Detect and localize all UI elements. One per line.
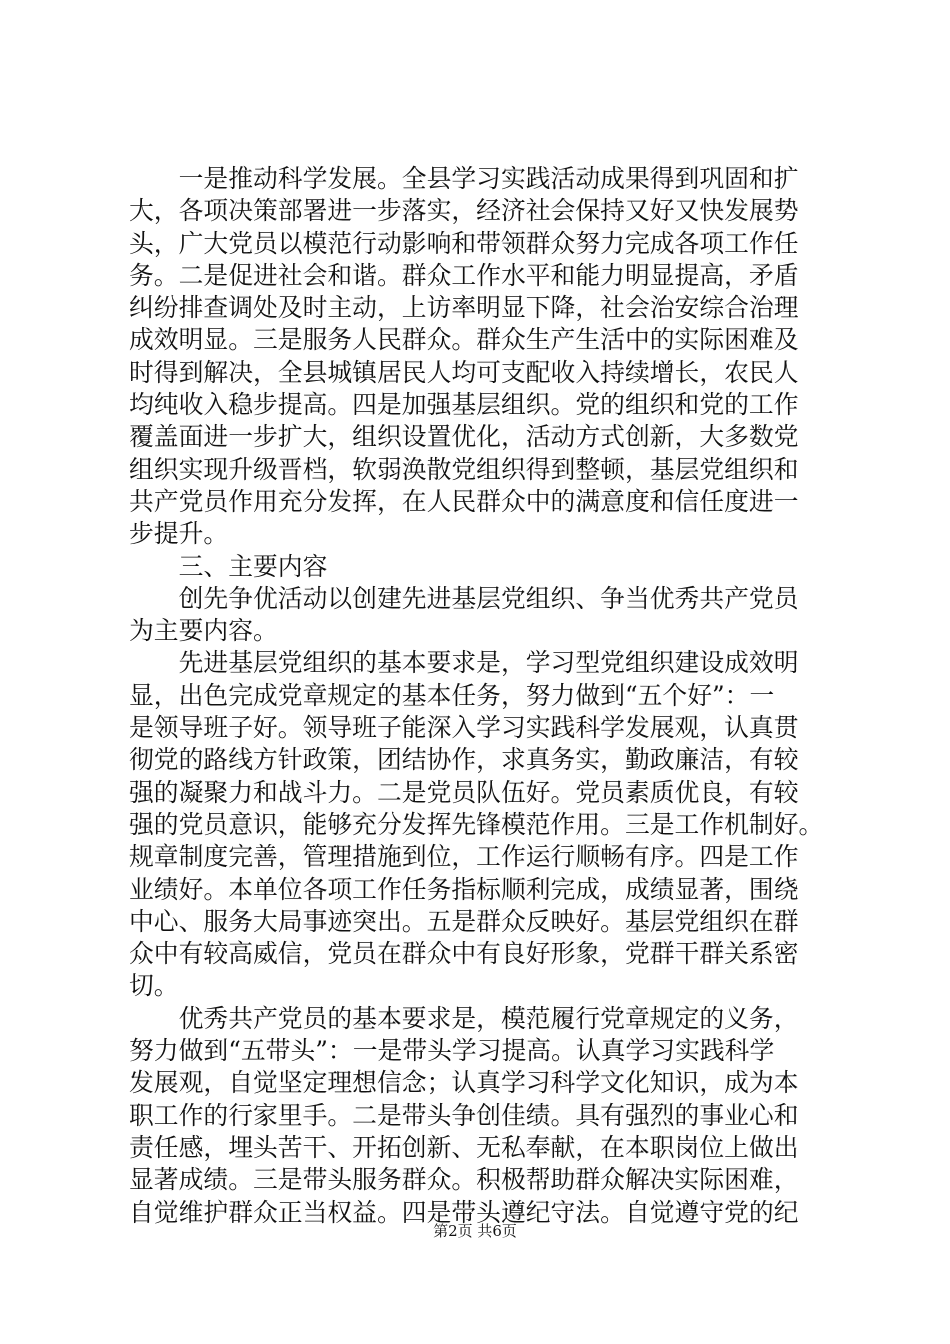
text-line: 一是推动科学发展。全县学习实践活动成果得到巩固和扩: [129, 164, 799, 193]
text-line: 头，广大党员以模范行动影响和带领群众努力完成各项工作任: [129, 228, 799, 258]
text-line: 众中有较高威信，党员在群众中有良好形象，党群干群关系密: [129, 939, 799, 969]
text-line: 步提升。: [129, 519, 229, 549]
text-line: 规章制度完善，管理措施到位，工作运行顺畅有序。四是工作: [129, 842, 799, 872]
text-line: 组织实现升级晋档，软弱涣散党组织得到整顿，基层党组织和: [129, 454, 799, 484]
text-line: 自觉维护群众正当权益。四是带头遵纪守法。自觉遵守党的纪: [129, 1197, 799, 1227]
text-line: 切。: [129, 971, 179, 1001]
text-line: 纠纷排查调处及时主动，上访率明显下降，社会治安综合治理: [129, 293, 799, 323]
text-line: 彻党的路线方针政策，团结协作，求真务实，勤政廉洁，有较: [129, 745, 799, 775]
text-line: 务。二是促进社会和谐。群众工作水平和能力明显提高，矛盾: [129, 260, 799, 290]
text-line: 努力做到“五带头”：一是带头学习提高。认真学习实践科学: [129, 1036, 775, 1066]
text-line: 创先争优活动以创建先进基层党组织、争当优秀共产党员: [129, 583, 799, 613]
page-footer: 第2页 共6页: [433, 1222, 517, 1240]
text-line: 成效明显。三是服务人民群众。群众生产生活中的实际困难及: [129, 325, 799, 355]
text-line: 是领导班子好。领导班子能深入学习实践科学发展观，认真贯: [129, 713, 799, 743]
text-line: 共产党员作用充分发挥，在人民群众中的满意度和信任度进一: [129, 486, 799, 516]
text-line: 业绩好。本单位各项工作任务指标顺利完成，成绩显著，围绕: [129, 874, 799, 904]
text-line: 强的党员意识，能够充分发挥先锋模范作用。三是工作机制好。: [129, 809, 824, 839]
document-body: [129, 163, 829, 1229]
text-line: 责任感，埋头苦干、开拓创新、无私奉献，在本职岗位上做出: [129, 1132, 799, 1162]
text-line: 职工作的行家里手。二是带头争创佳绩。具有强烈的事业心和: [129, 1100, 799, 1130]
text-line: 覆盖面进一步扩大，组织设置优化，活动方式创新，大多数党: [129, 422, 799, 452]
text-line: 优秀共产党员的基本要求是，模范履行党章规定的义务，: [129, 1003, 799, 1033]
text-line: 时得到解决，全县城镇居民人均可支配收入持续增长，农民人: [129, 357, 799, 387]
text-line: 大，各项决策部署进一步落实，经济社会保持又好又快发展势: [129, 196, 799, 226]
text-line: 显著成绩。三是带头服务群众。积极帮助群众解决实际困难，: [129, 1165, 799, 1195]
text-line: 三、主要内容: [129, 551, 328, 581]
text-line: 均纯收入稳步提高。四是加强基层组织。党的组织和党的工作: [129, 390, 799, 420]
text-line: 中心、服务大局事迹突出。五是群众反映好。基层党组织在群: [129, 906, 799, 936]
text-line: 发展观，自觉坚定理想信念；认真学习科学文化知识，成为本: [129, 1068, 799, 1098]
text-line: 显，出色完成党章规定的基本任务，努力做到“五个好”：一: [129, 680, 775, 710]
text-line: 为主要内容。: [129, 616, 278, 646]
text-line: 先进基层党组织的基本要求是，学习型党组织建设成效明: [129, 648, 799, 678]
text-line: 强的凝聚力和战斗力。二是党员队伍好。党员素质优良，有较: [129, 777, 799, 807]
